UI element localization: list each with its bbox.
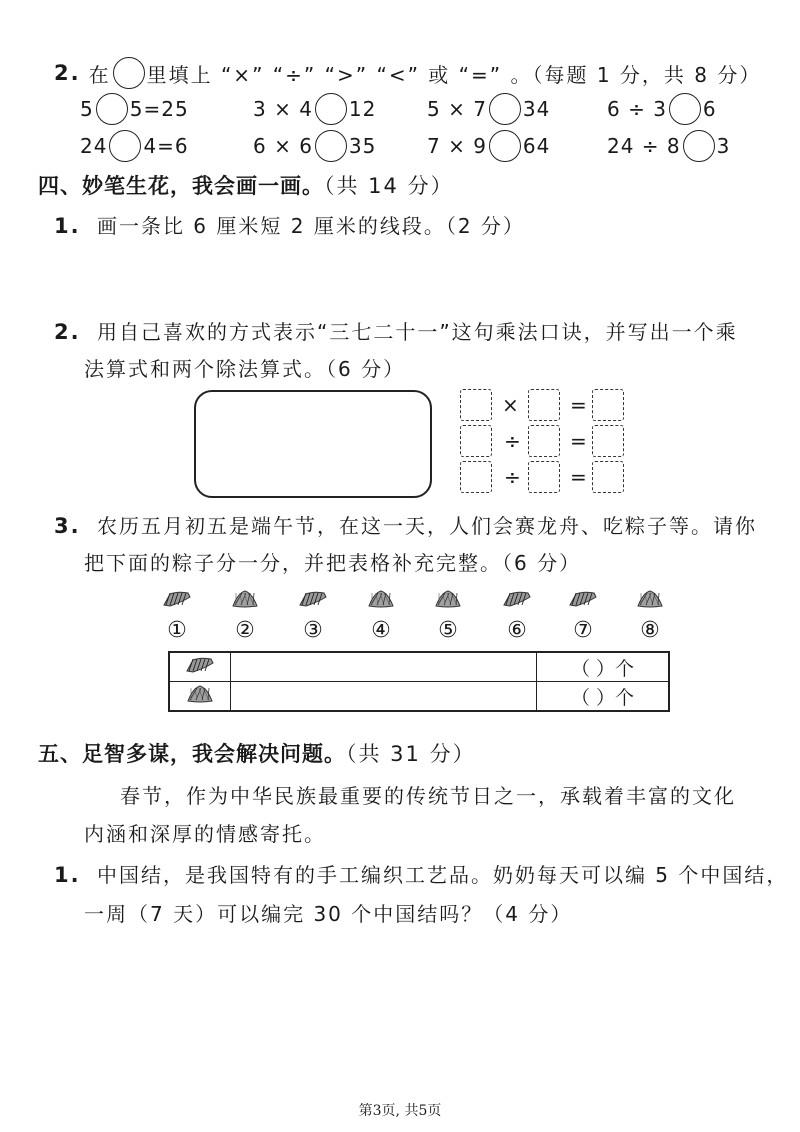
s5-q1-text: 中国结，是我国特有的手工编织工艺品。奶奶每天可以编 5 个中国结， — [96, 863, 789, 887]
compare-right: 12 — [348, 97, 377, 121]
pyramid-zongzi-icon — [433, 595, 463, 614]
compare-item — [80, 93, 189, 125]
compare-right: 34 — [522, 97, 551, 121]
answer-box[interactable] — [460, 461, 492, 493]
compare-right: 4=6 — [143, 134, 189, 158]
answer-box[interactable] — [528, 425, 560, 457]
compare-item — [607, 93, 717, 125]
section5-title — [38, 738, 476, 768]
s4-q3-line1 — [54, 510, 757, 539]
multiply-sign: × — [502, 393, 519, 417]
zongzi-item — [225, 588, 265, 643]
zongzi-label: ① — [167, 618, 187, 643]
zongzi-item — [293, 588, 333, 643]
section4-title — [38, 170, 454, 200]
s4-q2-line2: 法算式和两个除法算式。（6 分） — [84, 357, 406, 381]
section4-title-text: 四、妙笔生花，我会画一画。 — [38, 174, 324, 198]
compare-item — [253, 93, 376, 125]
zongzi-item — [428, 588, 468, 643]
answer-circle-sample — [113, 57, 145, 89]
table-shape-cell — [169, 652, 231, 682]
zongzi-label: ④ — [371, 618, 391, 643]
equals-sign: = — [570, 393, 587, 417]
answer-box[interactable] — [460, 389, 492, 421]
zongzi-label: ⑦ — [573, 618, 593, 643]
zongzi-item — [157, 588, 197, 643]
table-count-cell[interactable]: （ ）个 — [537, 682, 670, 712]
long-zongzi-icon — [568, 595, 598, 614]
compare-item — [427, 130, 550, 162]
answer-box[interactable] — [592, 425, 624, 457]
s5-intro-line1: 春节，作为中华民族最重要的传统节日之一，承载着丰富的文化 — [120, 784, 736, 808]
q2-instruction — [54, 57, 761, 89]
compare-item — [80, 130, 189, 162]
table-shape-cell — [169, 682, 231, 712]
s5-intro-line2: 内涵和深厚的情感寄托。 — [84, 822, 326, 846]
drawing-box[interactable] — [194, 390, 432, 498]
pyramid-zongzi-icon — [635, 595, 665, 614]
s4-q1-number: 1. — [54, 214, 81, 238]
compare-right: 64 — [522, 134, 551, 158]
zongzi-label: ⑧ — [640, 618, 660, 643]
zongzi-item — [361, 588, 401, 643]
compare-left: 24 ÷ 8 — [607, 134, 681, 158]
compare-item — [253, 130, 376, 162]
compare-left: 5 — [80, 97, 94, 121]
compare-right: 3 — [716, 134, 731, 158]
divide-sign: ÷ — [504, 429, 521, 453]
zongzi-label: ③ — [303, 618, 323, 643]
compare-left: 5 × 7 — [427, 97, 487, 121]
zongzi-label: ⑥ — [507, 618, 527, 643]
zongzi-item — [497, 588, 537, 643]
s5-q1-line1 — [54, 859, 788, 888]
s4-q3-number: 3. — [54, 514, 81, 538]
q2-text-a: 在 — [88, 62, 111, 87]
zongzi-item — [563, 588, 603, 643]
s5-q1-number: 1. — [54, 863, 81, 887]
answer-circle[interactable] — [109, 130, 141, 162]
section5-title-text: 五、足智多谋，我会解决问题。 — [38, 742, 346, 766]
compare-left: 6 × 6 — [253, 134, 313, 158]
answer-circle[interactable] — [96, 93, 128, 125]
table-count-cell[interactable]: （ ）个 — [537, 652, 670, 682]
answer-circle[interactable] — [683, 130, 715, 162]
answer-box[interactable] — [460, 425, 492, 457]
s4-q1-text: 画一条比 6 厘米短 2 厘米的线段。（2 分） — [96, 214, 525, 238]
answer-box[interactable] — [528, 461, 560, 493]
compare-left: 7 × 9 — [427, 134, 487, 158]
answer-circle[interactable] — [489, 93, 521, 125]
s4-q2-line1 — [54, 316, 738, 345]
compare-left: 6 ÷ 3 — [607, 97, 667, 121]
answer-circle[interactable] — [315, 130, 347, 162]
compare-right: 35 — [348, 134, 377, 158]
table-answer-cell[interactable] — [231, 682, 537, 712]
section4-points: （共 14 分） — [324, 174, 454, 198]
answer-box[interactable] — [592, 389, 624, 421]
page-number: 第3页, 共5页 — [358, 1103, 442, 1119]
zongzi-item — [630, 588, 670, 643]
answer-box[interactable] — [528, 389, 560, 421]
zongzi-label: ⑤ — [438, 618, 458, 643]
zongzi-table — [168, 651, 670, 712]
section5-points: （共 31 分） — [346, 742, 476, 766]
q2-text-b: 里填上 “×” “÷” “>” “<” 或 “=” 。（每题 1 分，共 8 分） — [146, 62, 762, 87]
table-row — [169, 682, 669, 712]
compare-right: 6 — [702, 97, 717, 121]
pyramid-zongzi-icon — [185, 687, 215, 709]
table-row — [169, 652, 669, 682]
long-zongzi-icon — [298, 595, 328, 614]
answer-circle[interactable] — [489, 130, 521, 162]
long-zongzi-icon — [162, 595, 192, 614]
zongzi-label: ② — [235, 618, 255, 643]
pyramid-zongzi-icon — [366, 595, 396, 614]
compare-item — [427, 93, 550, 125]
compare-left: 3 × 4 — [253, 97, 313, 121]
q2-number: 2. — [54, 61, 81, 85]
divide-sign: ÷ — [504, 465, 521, 489]
equals-sign: = — [570, 465, 587, 489]
s4-q3-line2: 把下面的粽子分一分，并把表格补充完整。（6 分） — [84, 551, 582, 575]
answer-box[interactable] — [592, 461, 624, 493]
pyramid-zongzi-icon — [230, 595, 260, 614]
long-zongzi-icon — [185, 658, 215, 680]
answer-circle[interactable] — [315, 93, 347, 125]
s4-q2-number: 2. — [54, 320, 81, 344]
compare-item — [607, 130, 730, 162]
s4-q1 — [54, 210, 525, 239]
s4-q3-text: 农历五月初五是端午节，在这一天，人们会赛龙舟、吃粽子等。请你 — [96, 514, 757, 538]
answer-circle[interactable] — [669, 93, 701, 125]
s4-q2-text: 用自己喜欢的方式表示“三七二十一”这句乘法口诀，并写出一个乘 — [96, 320, 738, 344]
long-zongzi-icon — [502, 595, 532, 614]
compare-left: 24 — [80, 134, 108, 158]
equals-sign: = — [570, 429, 587, 453]
s5-q1-line2: 一周（7 天）可以编完 30 个中国结吗？（4 分） — [84, 902, 573, 926]
table-answer-cell[interactable] — [231, 652, 537, 682]
compare-right: 5=25 — [129, 97, 189, 121]
